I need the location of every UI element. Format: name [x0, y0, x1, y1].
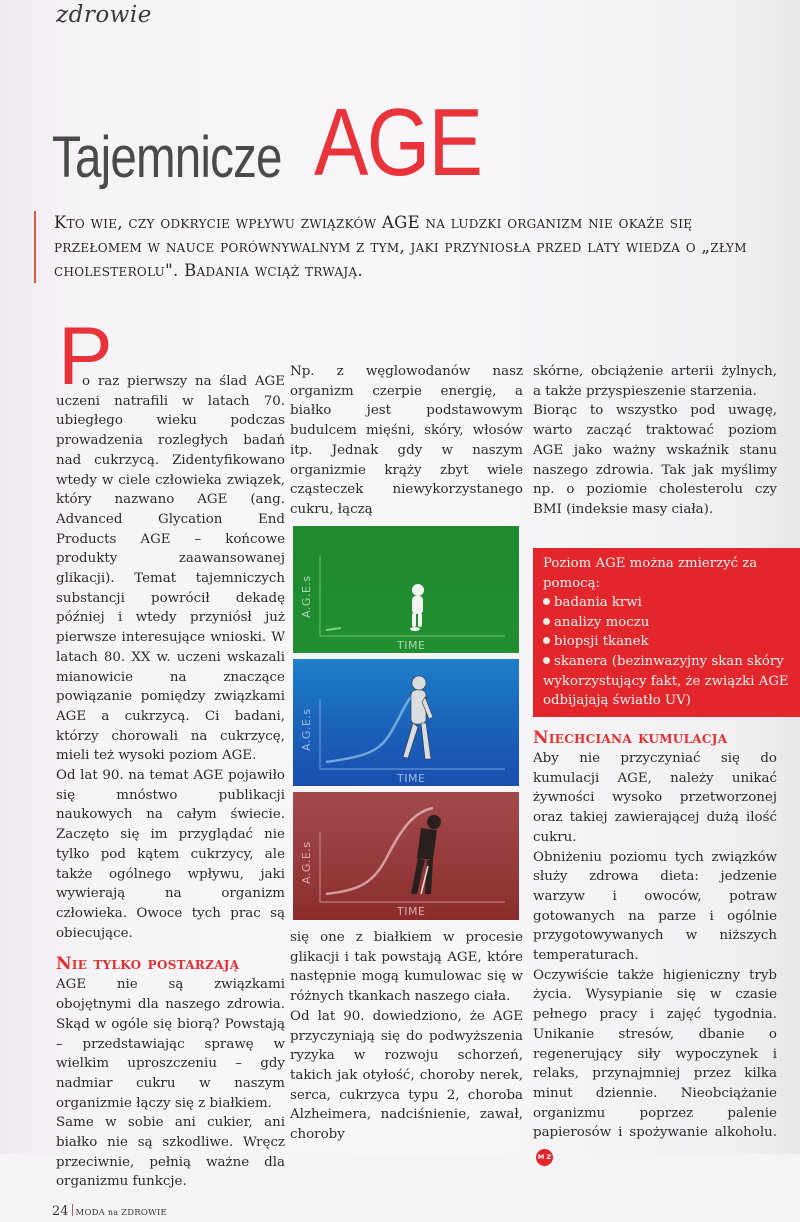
panel-graphic	[293, 526, 519, 653]
paragraph: się one z białkiem w procesie glikacji i tak powstają AGE, które następnie mogą kumulowac się w różnych tkankach naszego ciała.	[290, 930, 523, 1005]
subheading-niechciana-kumulacja: Niechciana kumulacja	[533, 728, 728, 748]
figure-panel-elderly	[293, 792, 519, 920]
title-main: Tajemnicze	[52, 125, 282, 190]
panel-graphic	[293, 792, 519, 920]
paragraph: Aby nie przyczyniać się do kumulacji AGE, należy unikać żywności wysoko przetworzonej oraz takiej zawierającej dużą ilość cukru.	[533, 751, 777, 845]
list-item: badania krwi	[543, 593, 792, 613]
figure-panel-child	[293, 526, 519, 653]
paragraph: AGE nie są związkami obojętnymi dla naszego zdrowia. Skąd w ogóle się biorą? Powstają – przedstawiając sprawę w wielkim uproszczeniu – gdy nadmiar cukru w naszym organizmie łączy się z białkiem.	[56, 977, 285, 1111]
column-1	[56, 372, 285, 1192]
ages-curve	[326, 628, 341, 630]
measurement-box	[533, 548, 800, 717]
elderly-figure-icon	[411, 815, 441, 894]
column-3-continued	[533, 727, 777, 1166]
paragraph: Np. z węglowodanów nasz organizm czerpie energię, a białko jest podstawowym budulcem mięśni, skóry, włosów itp. Jednak gdy w naszym organizmie krąży zbyt wiele cząsteczek niewykorzystanego cukru, łączą	[290, 364, 523, 517]
subheading-nie-tylko-postarzaja: Nie tylko postarzają	[56, 954, 240, 975]
y-axis-label: A.G.E.s	[300, 708, 313, 751]
title-accent: AGE	[314, 89, 482, 196]
panel-graphic	[293, 659, 519, 786]
column-2-continued	[290, 928, 523, 1145]
paragraph: o raz pierwszy na ślad AGE uczeni natrafili w latach 70. ubiegłego wieku podczas prowadzenia rozległych badań nad cukrzycą. Zidentyfikowano wtedy w ciele człowieka związek, który nazwano AGE (ang. Advanced Glycation End Products AGE – końcowe produkty zaawansowanej glikacji). Temat tajemniczych substancji powrócił dekadę później i wtedy przyniósł już pierwsze interesujące wnioski. W latach 80. XX w. uczeni wskazali mianowicie na znaczące powiązanie pomiędzy związkami AGE a cukrzycą. Ci badani, którzy chorowali na cukrzycę, mieli też wysoki poziom AGE.	[56, 374, 285, 764]
column-3	[533, 362, 777, 520]
paragraph: Oczywiście także higieniczny tryb życia. Wysypianie się w czasie pełnego pracy i zajęć tygodnia. Unikanie stresów, dbanie o regenerujący siły wypoczynek i relaks, przynajmniej przez kilka minut dziennie. Nieobciążanie organizmu poprzez palenie papierosów i spożywanie alkoholu.M Z	[533, 966, 777, 1166]
page-footer	[52, 1200, 167, 1219]
paragraph: Same w sobie ani cukier, ani białko nie są szkodliwe. Wręcz przeciwnie, pełnią ważne dla organizmu funkcje.	[56, 1115, 285, 1190]
paragraph: Od lat 90. na temat AGE pojawiło się mnóstwo publikacji naukowych na całym świecie. Zaczęto się im przyglądać nie tylko pod kątem cukrzycy, ale także ogólnego wpływu, jaki wywierają na organizm człowieka. Owoce tych prac są obiecujące.	[56, 768, 285, 941]
list-item: biopsji tkanek	[543, 632, 792, 652]
section-label: zdrowie	[56, 2, 152, 28]
publication-name: MODA na ZDROWIE	[75, 1208, 167, 1218]
x-axis-label: TIME	[397, 905, 426, 918]
measurement-list	[543, 593, 792, 711]
ages-over-time-figure	[293, 526, 519, 926]
footer-divider	[72, 1204, 73, 1216]
lead-paragraph: Kto wie, czy odkrycie wpływu związków AGE na ludzki organizm nie okaże się przełomem w nauce porównywalnym z tym, jaki przyniosła przed laty wiedza o „złym cholesterolu". Badania wciąż trwają.	[34, 211, 754, 283]
list-item: skanera (bezinwazyjny skan skóry wykorzystujący fakt, że związki AGE odbijajają światło UV)	[543, 652, 792, 711]
adult-figure-icon	[403, 676, 433, 759]
x-axis-label: TIME	[397, 639, 426, 652]
paragraph: Obniżeniu poziomu tych związków służy zdrowa dieta: jedzenie warzyw i owoców, potraw gotowanych na parze i ogólnie przygotowywanych w niższych temperaturach.	[533, 849, 777, 964]
x-axis-label: TIME	[397, 772, 426, 785]
page-number: 24	[52, 1204, 69, 1219]
child-figure-icon	[410, 584, 424, 631]
paragraph: Od lat 90. dowiedziono, że AGE przyczyniają się do podwyższenia ryzyka w rozwoju schorzeń, takich jak otyłość, choroby nerek, serca, cukrzyca typu 2, choroba Alzheimera, nadciśnienie, zawał, choroby	[290, 1008, 523, 1143]
end-mark-icon: M Z	[536, 1149, 553, 1166]
ages-curve	[326, 697, 411, 762]
figure-panel-adult	[293, 659, 519, 786]
y-axis-label: A.G.E.s	[300, 841, 313, 884]
dropcap: P	[58, 311, 113, 402]
column-2	[290, 362, 523, 520]
box-intro: Poziom AGE można zmierzyć za pomocą:	[543, 556, 758, 591]
list-item: analizy moczu	[543, 613, 792, 633]
paragraph: Biorąc to wszystko pod uwagę, warto zacząć traktować poziom AGE jako ważny wskaźnik stanu naszego zdrowia. Tak jak myślimy np. o poziomie cholesterolu czy BMI (indeksie masy ciała).	[533, 403, 777, 517]
paragraph: skórne, obciążenie arterii żylnych, a także przyspieszenie starzenia.	[533, 364, 777, 399]
y-axis-label: A.G.E.s	[300, 575, 313, 618]
